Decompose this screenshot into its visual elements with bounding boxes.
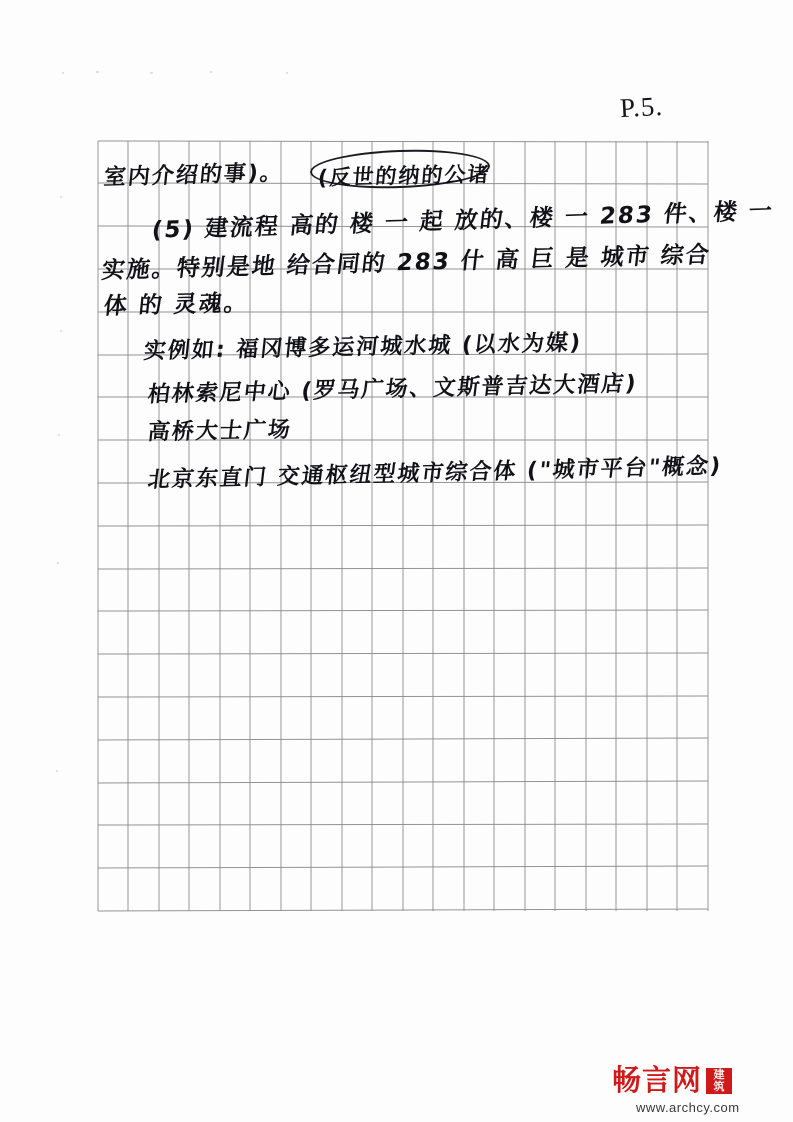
handwritten-line-7: 高桥大士广场 bbox=[146, 417, 294, 446]
page-number: P.5. bbox=[619, 90, 664, 124]
scan-speckle bbox=[210, 71, 212, 73]
watermark-logo bbox=[612, 1063, 732, 1097]
handwritten-line-3: 实施。特别是地 给合同的 283 什 高 巨 是 城市 综合 bbox=[100, 241, 713, 285]
scan-speckle bbox=[286, 72, 288, 74]
watermark-url: www.archcy.com bbox=[636, 1100, 740, 1115]
grid-lines bbox=[96, 140, 710, 912]
handwritten-line-1-insertion: (反世的纳的公诸 bbox=[316, 162, 492, 190]
handwritten-line-8: 北京东直门 交通枢纽型城市综合体 ("城市平台"概念) bbox=[146, 453, 724, 494]
scan-speckle bbox=[57, 562, 59, 564]
scan-speckle bbox=[60, 330, 62, 332]
watermark-brand: 畅言网 bbox=[612, 1063, 703, 1097]
watermark-badge-top: 建 bbox=[713, 1067, 725, 1081]
scan-speckle bbox=[58, 434, 60, 436]
scan-speckle bbox=[96, 71, 99, 73]
handwritten-line-4: 体 的 灵魂。 bbox=[102, 290, 251, 320]
handwritten-line-6: 柏林索尼中心 (罗马广场、文斯普吉达大酒店) bbox=[146, 371, 639, 408]
scan-speckle bbox=[56, 770, 58, 772]
manuscript-grid bbox=[96, 140, 776, 912]
handwritten-line-2: (5) 建流程 高的 楼 一 起 放的、楼 一 283 件、楼 一 bbox=[150, 198, 776, 244]
handwritten-line-1: 室内介绍的事)。 bbox=[102, 160, 286, 191]
watermark-badge-bottom: 筑 bbox=[713, 1079, 725, 1093]
scan-speckle bbox=[60, 196, 62, 198]
watermark-badge bbox=[706, 1068, 732, 1094]
scan-speckle bbox=[62, 72, 64, 74]
scan-speckle bbox=[150, 72, 153, 74]
handwritten-line-5: 实例如: 福冈博多运河城水城 (以水为媒) bbox=[142, 330, 584, 365]
